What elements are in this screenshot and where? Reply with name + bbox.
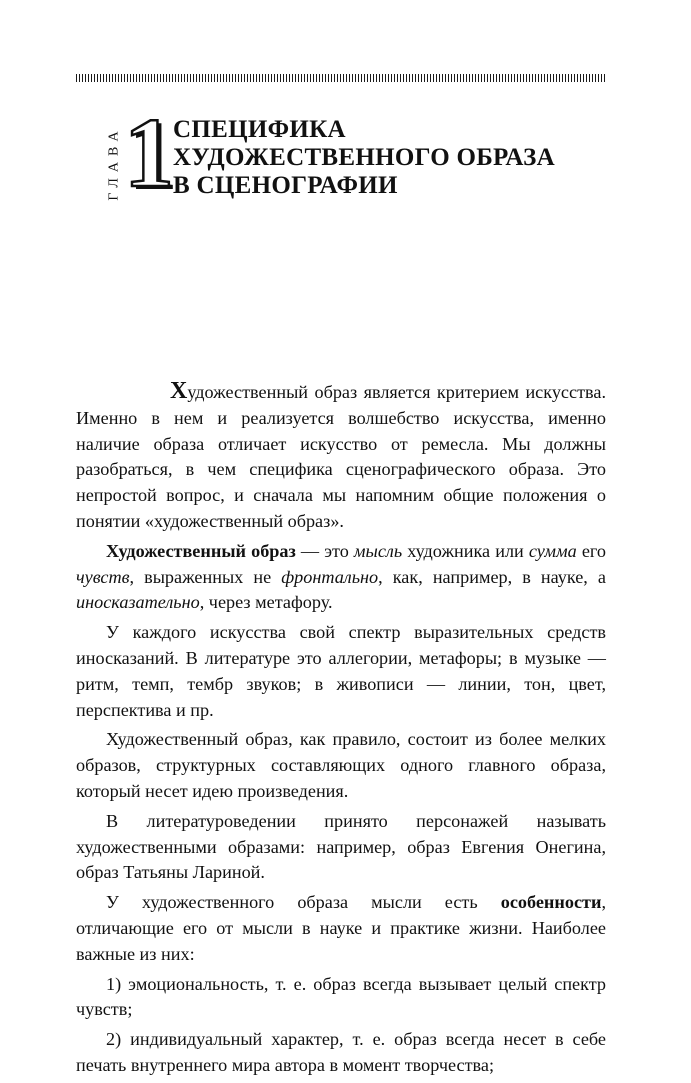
paragraph-2: Художественный образ — это мысль художника или сумма его чувств, выраженных не фронтально, как, например, в науке, а иносказательно, через метафору. — [76, 540, 606, 613]
paragraph-3: У каждого искусства свой спектр выразительных средств иносказаний. В литературе это аллегории, метафоры; в музыке — ритм, темп, тембр звуков; в живописи — линии, тон, цвет, перспектива и пр. — [76, 622, 606, 720]
chapter-title — [173, 116, 555, 200]
emphasis: фронтально — [281, 566, 379, 587]
chapter-title-line: СПЕЦИФИКА — [173, 116, 346, 143]
term-bold: особенности — [500, 892, 602, 913]
chapter-label: ГЛАВА — [107, 125, 122, 201]
term-bold: Художественный образ — [106, 540, 296, 561]
drop-cap: Х — [170, 378, 188, 404]
list-item-1: 1) эмоциональность, т. е. образ всегда вызывает целый спектр чувств; — [76, 973, 606, 1020]
body-text — [76, 379, 606, 1083]
paragraph-6: У художественного образа мысли есть особенности, отличающие его от мысли в науке и практике жизни. Наиболее важные из них: — [76, 892, 606, 964]
paragraph-5: В литературоведении принято персонажей называть художественными образами: например, образ Евгения Онегина, образ Татьяны Лариной. — [76, 810, 606, 883]
emphasis: чувств — [76, 566, 130, 587]
chapter-number: 1 — [124, 97, 174, 208]
emphasis: сумма — [528, 540, 577, 561]
list-item-2: 2) индивидуальный характер, т. е. образ всегда несет в себе печать внутреннего мира автора в момент творчества; — [76, 1029, 606, 1075]
paragraph-4: Художественный образ, как правило, состоит из более мелких образов, структурных составляющих одного главного образа, который несет идею произведения. — [76, 729, 606, 801]
chapter-title-line: ХУДОЖЕСТВЕННОГО ОБРАЗА — [173, 144, 556, 171]
paragraph-1: Художественный образ является критерием искусства. Именно в нем и реализуется волшебство искусства, именно наличие образа отличает искусство от ремесла. Мы должны разобраться, в чем специфика сценографического образа. Это непростой вопрос, и сначала мы напомним общие положения о понятии «художественный образ». — [76, 378, 606, 531]
top-decorative-rule — [76, 74, 606, 82]
emphasis: иносказательно — [76, 592, 200, 613]
chapter-title-line: В СЦЕНОГРАФИИ — [173, 172, 398, 199]
emphasis: мысль — [353, 540, 403, 561]
